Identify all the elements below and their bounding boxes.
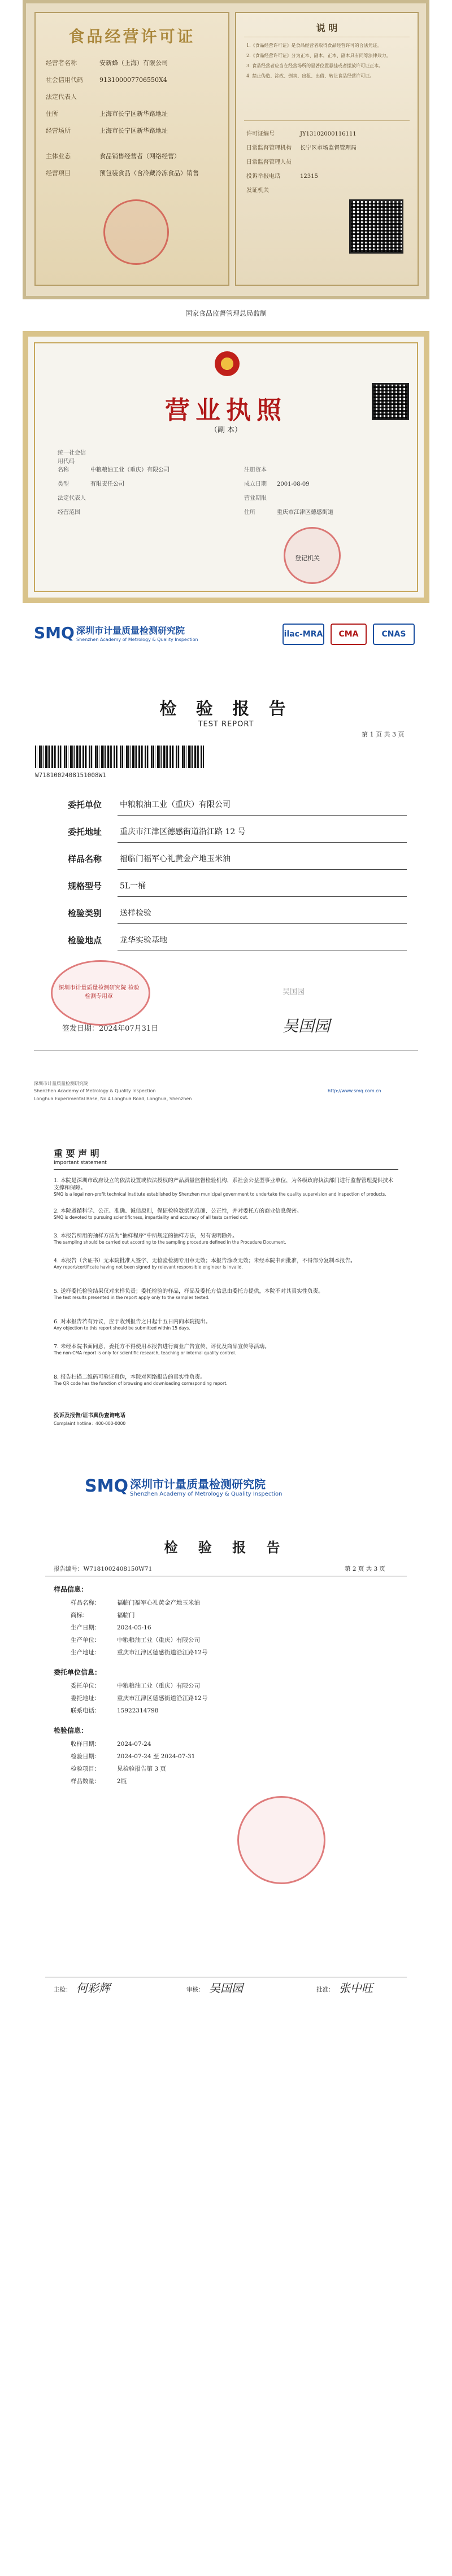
sample-row: 生产地址： 重庆市江津区德感街道沿江路12号 [71, 1649, 208, 1656]
business-license-subtitle: （副 本） [210, 426, 242, 434]
footer-website: http://www.smq.com.cn [328, 1088, 381, 1093]
reviewer-signature: 吴国园 [209, 1981, 243, 1995]
biz-field: 营业期限 [244, 495, 267, 502]
statement-item: 6. 对本报告若有异议，应于收到报告之日起十五日内向本院提出。 Any objection to this report should be submitted within 15 days. [54, 1319, 211, 1331]
description-line: 2.《食品经营许可证》分为正本、副本，正本、副本具有同等法律效力。 [246, 53, 391, 58]
statement-item: 5. 送样委托检验结果仅对来样负责；委托检验的样品，样品及委托方信息由委托方提供，本院不对其真实性负责。 The test results presented in the report apply only to the samples tested. [54, 1288, 324, 1300]
license-main-panel [34, 12, 229, 286]
test-row: 收样日期： 2024-07-24 [71, 1741, 151, 1747]
sample-row: 生产单位： 中粮粮油工业（重庆）有限公司 [71, 1637, 200, 1644]
cnas-badge: CNAS [373, 624, 415, 645]
license-row: 经营项目 预包装食品（含冷藏冷冻食品）销售 [46, 169, 199, 177]
license-row: 住所 上海市长宁区新华路地址 [46, 110, 168, 117]
license-right-row: 投诉举报电话 12315 [246, 173, 318, 180]
license-row: 经营者名称 安新蜂（上海）有限公司 [46, 59, 168, 67]
license-row: 社会信用代码 913100007706550X4 [46, 76, 167, 84]
biz-field: 成立日期 2001-08-09 [244, 481, 310, 487]
test-row: 检验日期： 2024-07-24 至 2024-07-31 [71, 1753, 195, 1760]
test-row: 检验项目： 见检验报告第 3 页 [71, 1766, 166, 1772]
sample-row: 生产日期： 2024-05-16 [71, 1624, 151, 1631]
cover-footer [0, 1076, 452, 1110]
cover-row: 规格型号 5L一桶 [68, 878, 407, 897]
license-right-row: 日常监督管理机构 长宁区市场监督管理局 [246, 145, 357, 151]
license-right-row: 日常监督管理人员 [246, 159, 292, 165]
license-description-panel [235, 12, 419, 286]
results-title: 检 验 报 告 [164, 1539, 288, 1555]
cover-row: 检验地点 龙华实验基地 [68, 932, 407, 951]
approver-name: 吴国园 [282, 988, 305, 996]
license-title: 食品经营许可证 [68, 27, 195, 46]
section-title: 检验信息： [54, 1727, 88, 1734]
smq-name-en: Shenzhen Academy of Metrology & Quality Inspection [130, 1491, 282, 1497]
contact-hotline: Complaint hotline：400-000-0000 [54, 1421, 126, 1426]
biz-field: 统一社会信用代码 [58, 450, 86, 465]
license-caption: 国家食品监督管理总局监制 [185, 310, 267, 317]
smq-header-band [0, 616, 452, 655]
contact-title: 投诉及报告/证书真伪查询电话 [54, 1413, 125, 1419]
inspector-signature: 何彩辉 [76, 1981, 110, 1995]
ilac-badge: ilac-MRA [282, 624, 324, 645]
statement-item: 3. 本报告所用的抽样方法为“抽样程序”中所规定的抽样方法，另有说明除外。 The sampling should be carried out according to the sampling procedure defined in the Procedure Document. [54, 1233, 286, 1245]
license-right-row: 许可证编号 JY13102000116111 [246, 131, 357, 137]
report-title: 检 验 报 告 [159, 699, 293, 719]
sign-label: 批准： [316, 1986, 334, 1993]
food-license-certificate [23, 0, 429, 299]
red-seal-stamp [103, 199, 169, 265]
report-cover-page [0, 661, 452, 1073]
business-license-title: 营业执照 [165, 396, 287, 425]
license-row: 法定代表人 [46, 93, 77, 101]
report-title-en: TEST REPORT [198, 720, 254, 729]
sign-label: 审核： [186, 1986, 205, 1993]
cma-badge: CMA [331, 624, 367, 645]
license-row: 经营场所 上海市长宁区新华路地址 [46, 127, 168, 134]
page-number: 第 1 页 共 3 页 [362, 731, 405, 738]
business-license-inner [34, 342, 418, 592]
statement-item: 4. 本报告（含证书）无本院批准人签字、无检验检测专用章无效；本报告涂改无效；未经本院书面批准，不得部分复制本报告。 Any report/certificate having not been signed by relevant responsible engineer is invalid. [54, 1258, 356, 1270]
client-row: 委托地址： 重庆市江津区德感街道沿江路12号 [71, 1695, 208, 1702]
barcode [35, 746, 205, 768]
description-line: 1.《食品经营许可证》是食品经营者取得食品经营许可的合法凭证。 [246, 43, 382, 48]
divider [54, 1169, 398, 1170]
page-number: 第 2 页 共 3 页 [345, 1566, 386, 1572]
qr-code [372, 383, 409, 420]
approver-signature: 吴国园 [282, 1017, 331, 1035]
sample-row: 商标： 福临门 [71, 1612, 135, 1619]
biz-field: 经营范围 [58, 509, 80, 516]
biz-field: 注册资本 [244, 467, 267, 473]
cover-row: 委托单位 中粮粮油工业（重庆）有限公司 [68, 796, 407, 816]
statement-item: 7. 未经本院书面同意，委托方不得使用本报告进行商业广告宣传、评优及商品宣传等活动。 The non-CMA report is only for scientific research, teaching or internal quality control. [54, 1344, 270, 1355]
smq-name-en: Shenzhen Academy of Metrology & Quality Inspection [76, 637, 198, 642]
biz-field: 住所 重庆市江津区德感街道 [244, 509, 333, 516]
approver-signature: 张中旺 [339, 1981, 373, 1995]
description-line: 4. 禁止伪造、涂改、倒卖、出租、出借、转让食品经营许可证。 [246, 73, 375, 79]
smq-logo: SMQ [34, 624, 75, 642]
sign-label: 主检： [54, 1986, 72, 1993]
test-row: 样品数量： 2瓶 [71, 1778, 127, 1785]
statement-title: 重 要 声 明 [54, 1148, 99, 1159]
qr-code [349, 199, 403, 254]
license-right-row: 发证机关 [246, 188, 269, 194]
statement-page [0, 1130, 452, 2011]
seal-text: 深圳市计量质量检测研究院 检验检测专用章 [58, 985, 140, 1000]
biz-field: 类型 有限责任公司 [58, 481, 124, 487]
biz-field: 法定代表人 [58, 495, 86, 502]
statement-item: 1. 本院是深圳市政府设立的依法设置或依法授权的产品质量监督检验机构，系社会公益型事业单位，为各级政府执法部门进行监督管理提供技术支撑和保障。 SMQ is a legal non-profit technical institute established by Shenzhen municipal government to undertake the quality supervision and inspection of products. [54, 1178, 394, 1197]
biz-field: 名称 中粮粮油工业（重庆）有限公司 [58, 467, 169, 473]
national-emblem-icon [215, 351, 240, 376]
inspection-seal [237, 1796, 325, 1884]
client-row: 委托单位： 中粮粮油工业（重庆）有限公司 [71, 1683, 200, 1689]
barcode-number: W7181002408151008W1 [35, 772, 106, 779]
smq-name-cn: 深圳市计量质量检测研究院 [130, 1477, 266, 1491]
report-number: 报告编号：W7181002408150W71 [54, 1566, 153, 1572]
footer-name-cn: 深圳市计量质量检测研究院 [34, 1081, 88, 1086]
section-title: 样品信息： [54, 1585, 88, 1593]
smq-logo: SMQ [85, 1476, 128, 1496]
footer-address: Longhua Experimental Base, No.4 Longhua Road, Longhua, Shenzhen [34, 1096, 192, 1101]
statement-subtitle: Important statement [54, 1160, 107, 1166]
issue-date: 签发日期：2024年07月31日 [62, 1025, 159, 1033]
cover-row: 委托地址 重庆市江津区德感街道沿江路 12 号 [68, 823, 407, 843]
cover-row: 样品名称 福临门福军心礼黄金产地玉米油 [68, 851, 407, 870]
statement-item: 2. 本院遵循科学、公正、准确、诚信原则，保证检验数据的准确、公正性，并对委托方的商业信息保密。 SMQ is devoted to pursuing scientificness, impartiality and accuracy of all tests carried out. [54, 1208, 302, 1220]
statement-item: 8. 报告扫描二维码可验证真伪，本院对网络报告的真实性负责。 The QR code has the function of browsing and downloading corresponding report. [54, 1374, 228, 1386]
business-license-certificate [23, 331, 429, 603]
license-row: 主体业态 食品销售经营者（网络经营） [46, 152, 180, 160]
cover-row: 检验类别 送样检验 [68, 905, 407, 924]
smq-name-cn: 深圳市计量质量检测研究院 [76, 625, 185, 636]
sample-row: 样品名称： 福临门福军心礼黄金产地玉米油 [71, 1599, 200, 1606]
section-title: 委托单位信息： [54, 1668, 102, 1676]
footer-name-en: Shenzhen Academy of Metrology & Quality Inspection [34, 1088, 156, 1093]
divider [244, 120, 410, 121]
description-line: 3. 食品经营者应当在经营场所的显著位置悬挂或者摆放许可证正本。 [246, 63, 384, 68]
client-row: 联系电话： 15922314798 [71, 1707, 159, 1714]
description-title: 说 明 [316, 23, 338, 33]
smq-header-band [0, 1468, 452, 1508]
issuer-label: 登记机关 [295, 555, 320, 562]
